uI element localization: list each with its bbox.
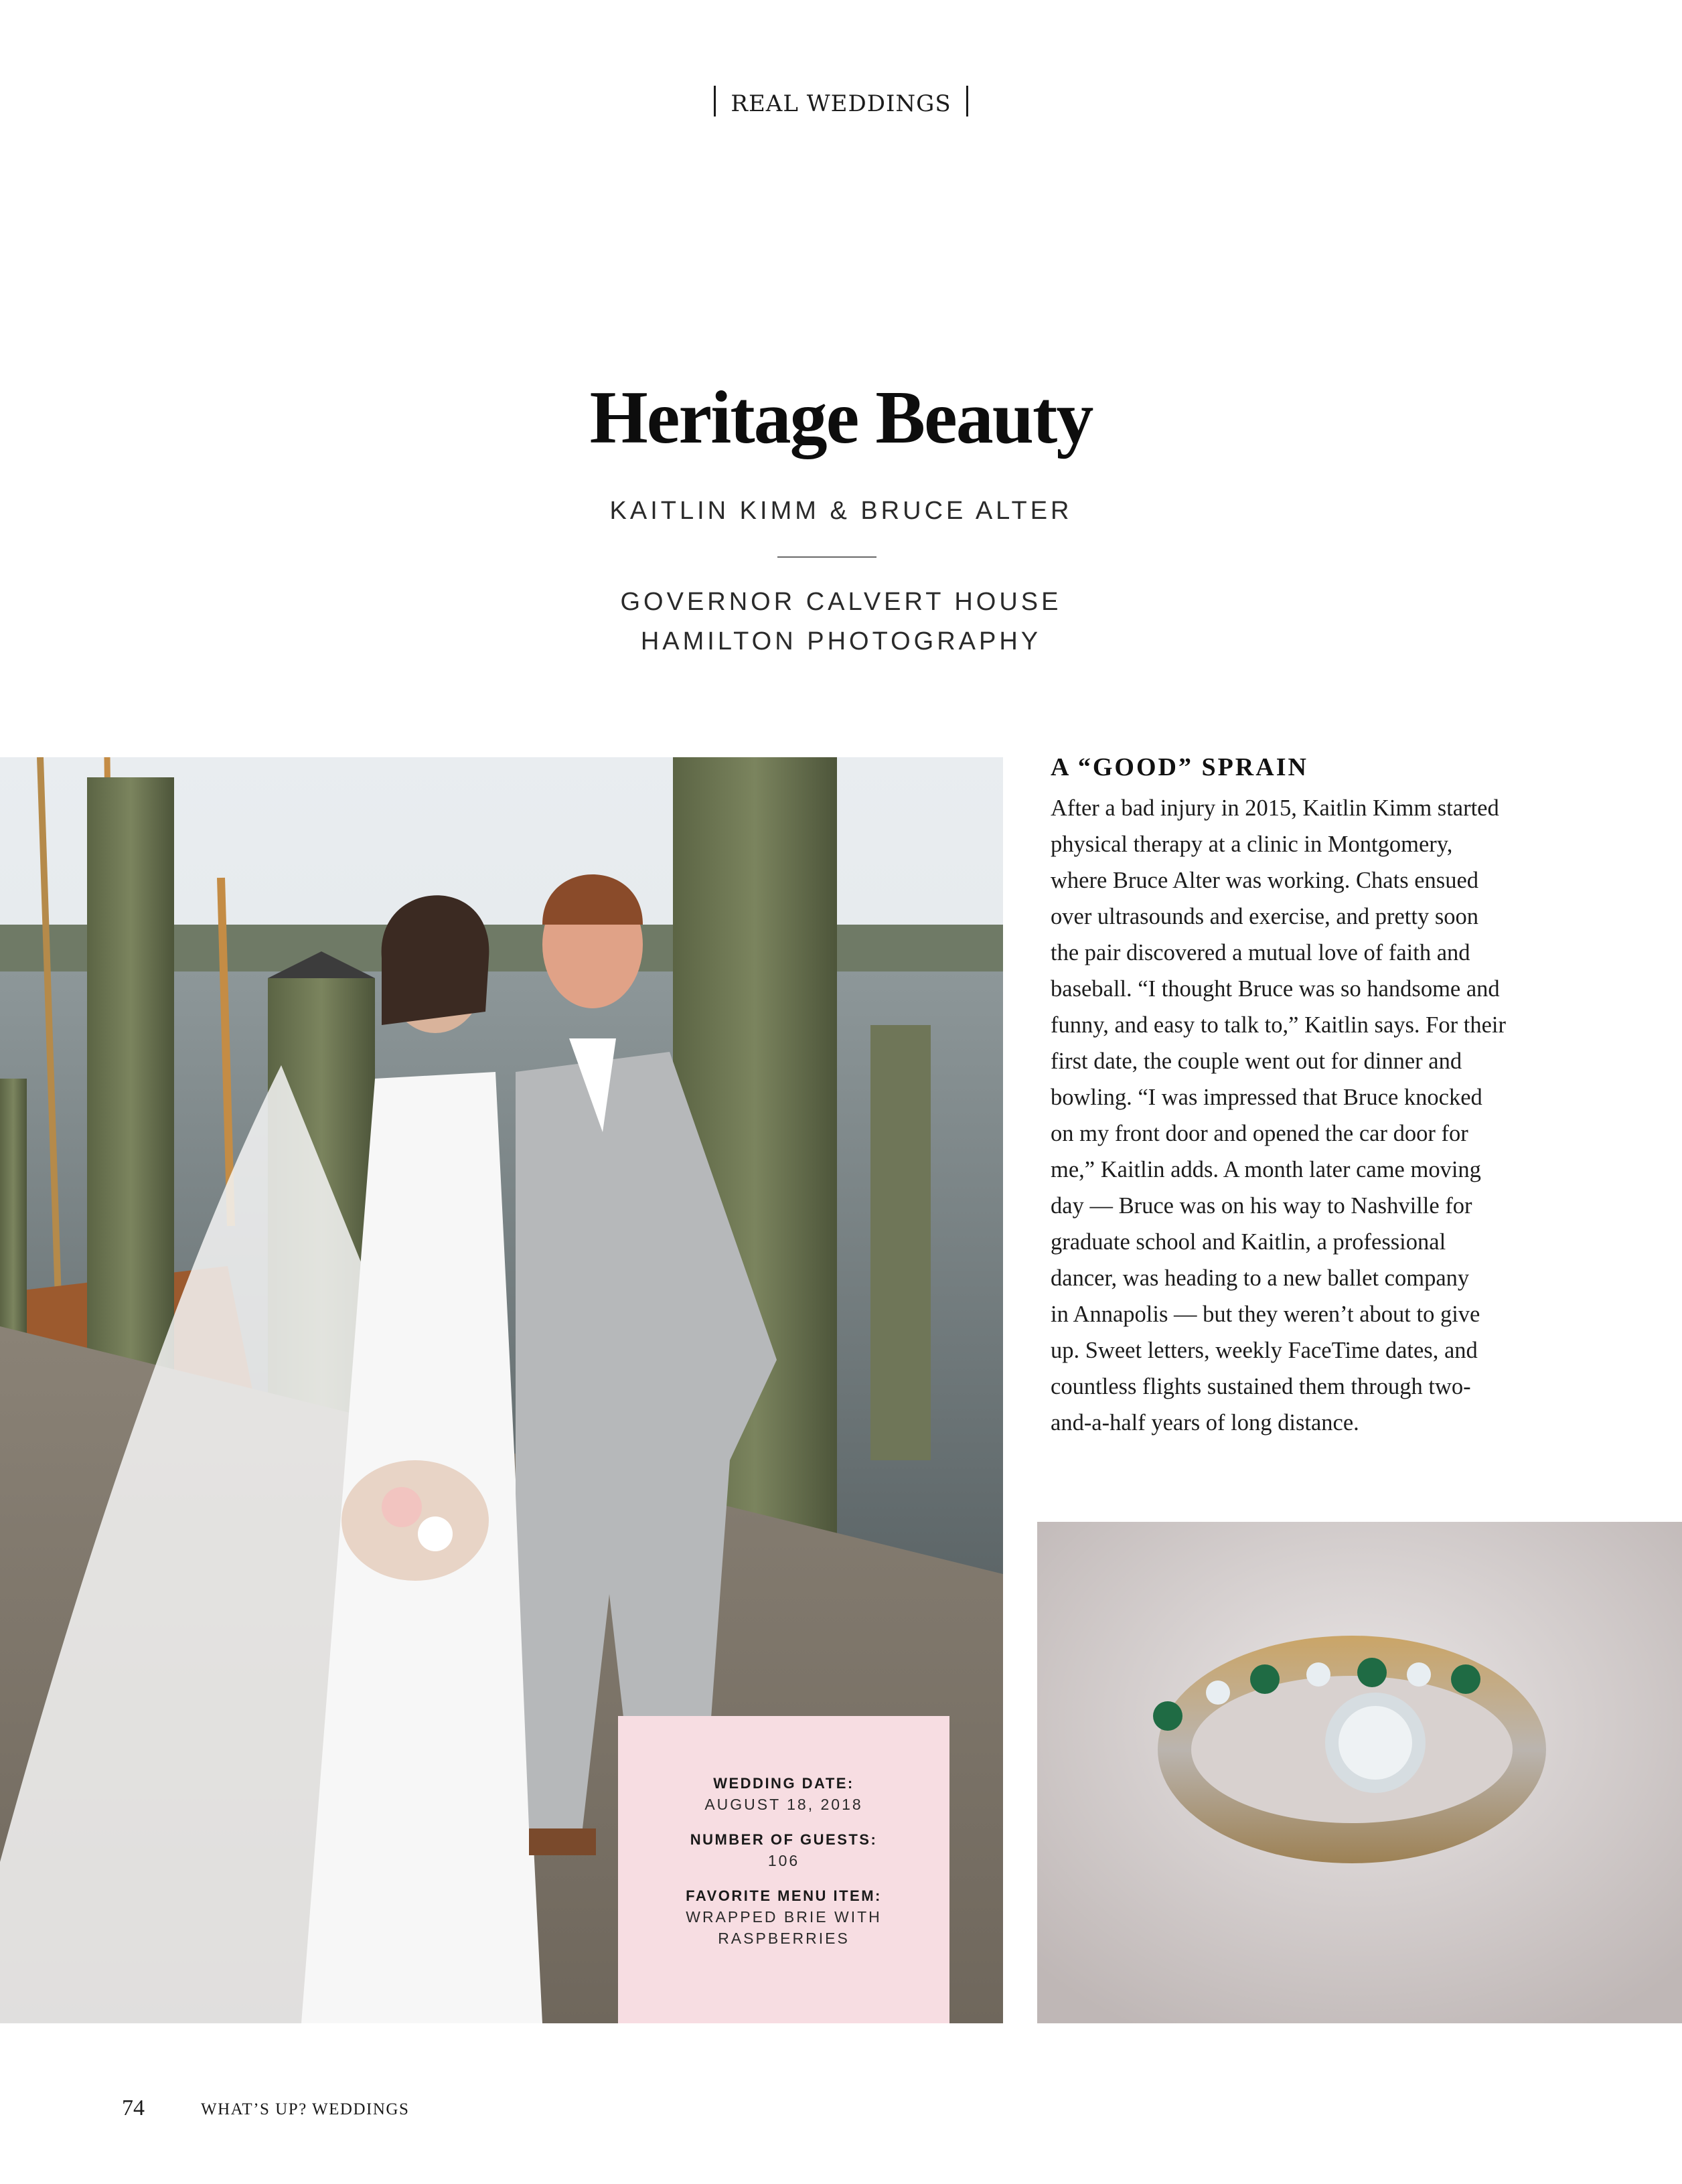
story-line: up. Sweet letters, weekly FaceTime dates, and (1051, 1338, 1478, 1363)
left-divider (714, 86, 716, 116)
story-line: funny, and easy to talk to,” Kaitlin says. For their (1051, 1012, 1506, 1038)
story-line: dancer, was heading to a new ballet company (1051, 1265, 1470, 1291)
couple-names: KAITLIN KIMM & BRUCE ALTER (609, 497, 1073, 525)
story-line: first date, the couple went out for dinner and (1051, 1048, 1462, 1074)
story-line: over ultrasounds and exercise, and pretty soon (1051, 904, 1479, 929)
story-line: where Bruce Alter was working. Chats ensued (1051, 868, 1479, 893)
ring-photo-image (1037, 1522, 1682, 2023)
story-heading: A “GOOD” SPRAIN (1051, 753, 1308, 781)
guest-count-label: NUMBER OF GUESTS: (690, 1831, 878, 1848)
guest-count-value: 106 (767, 1852, 800, 1869)
wedding-date-label: WEDDING DATE: (713, 1775, 854, 1792)
story-line: day — Bruce was on his way to Nashville for (1051, 1193, 1472, 1219)
title-divider (777, 556, 876, 558)
menu-item-value-line1: WRAPPED BRIE WITH (686, 1908, 882, 1926)
story-line: and-a-half years of long distance. (1051, 1410, 1359, 1435)
menu-item-value-line2: RASPBERRIES (718, 1930, 850, 1947)
story-line: baseball. “I thought Bruce was so handsome and (1051, 976, 1500, 1002)
story-line: me,” Kaitlin adds. A month later came moving (1051, 1157, 1481, 1182)
story-line: bowling. “I was impressed that Bruce knocked (1051, 1085, 1482, 1110)
story-body (1051, 790, 1640, 1441)
ring-photo (1037, 1522, 1682, 2023)
article-title: Heritage Beauty (589, 376, 1093, 459)
story-line: the pair discovered a mutual love of faith and (1051, 940, 1470, 965)
menu-item-label: FAVORITE MENU ITEM: (686, 1887, 882, 1904)
story-line: graduate school and Kaitlin, a professional (1051, 1229, 1446, 1255)
wedding-facts-box (618, 1716, 949, 2023)
wedding-date-value: AUGUST 18, 2018 (704, 1796, 863, 1813)
story-line: physical therapy at a clinic in Montgomery, (1051, 832, 1453, 857)
story-line: After a bad injury in 2015, Kaitlin Kimm started (1051, 795, 1499, 821)
story-line: in Annapolis — but they weren’t about to give (1051, 1302, 1480, 1327)
section-label (0, 86, 1682, 117)
publication-name: WHAT’S UP? WEDDINGS (201, 2100, 410, 2118)
story-line: countless flights sustained them through two- (1051, 1374, 1471, 1399)
photographer-credit: HAMILTON PHOTOGRAPHY (640, 627, 1042, 655)
venue-credit: GOVERNOR CALVERT HOUSE (620, 588, 1062, 616)
page-number: 74 (122, 2096, 145, 2120)
story-line: on my front door and opened the car door for (1051, 1121, 1468, 1146)
section-label-text: REAL WEDDINGS (731, 90, 951, 117)
right-divider (966, 86, 968, 116)
